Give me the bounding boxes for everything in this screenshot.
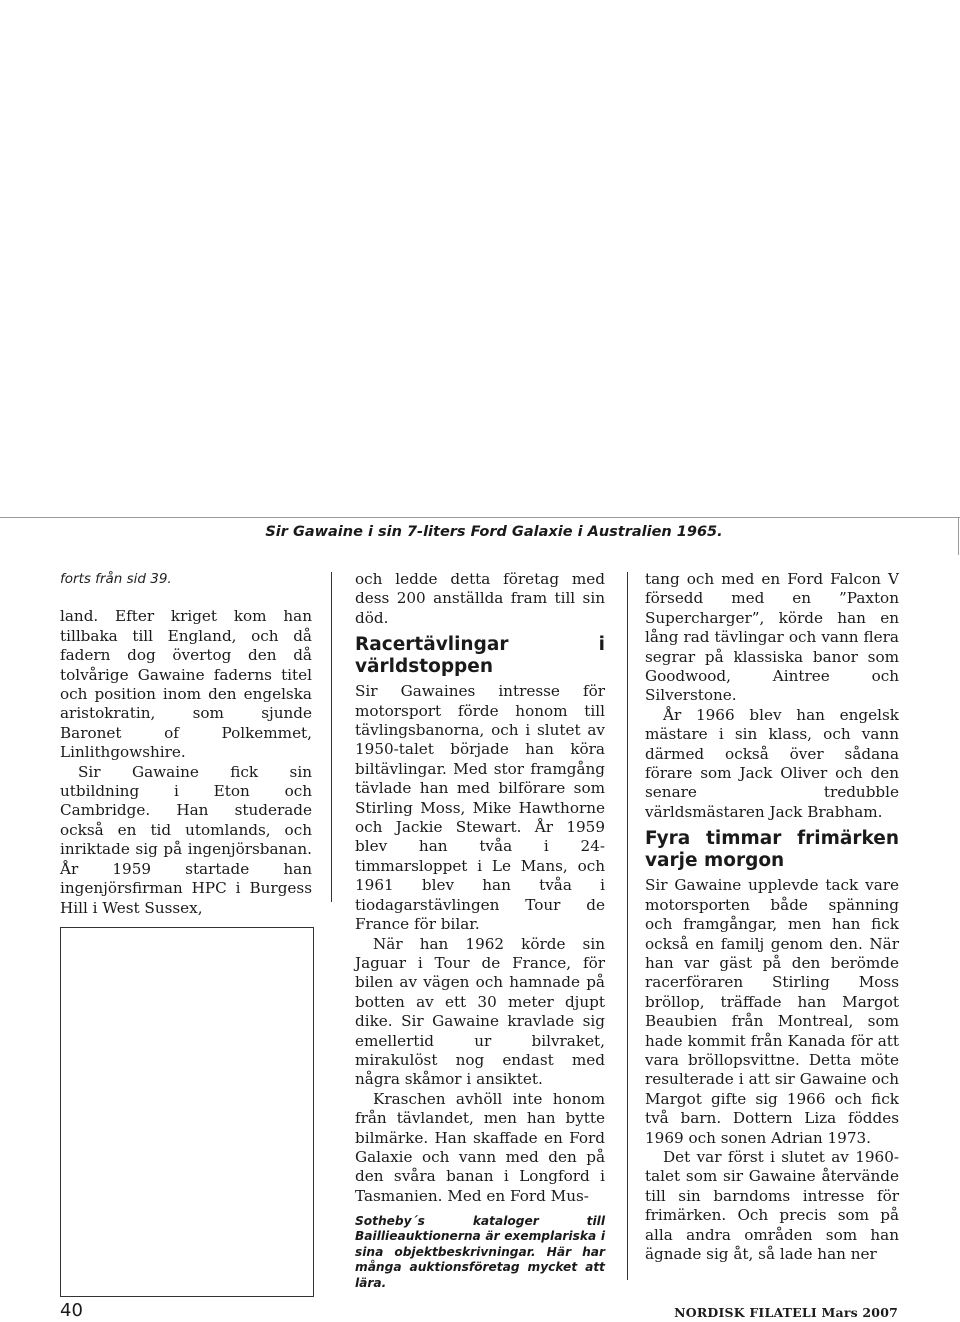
magazine-footer: NORDISK FILATELI Mars 2007 <box>674 1305 898 1320</box>
continuation-note: forts från sid 39. <box>60 571 172 587</box>
body-paragraph: Det var först i slutet av 1960-talet som sir Gawaine återvände till sin barndoms intresse för frimärken. Och precis som på alla andra områden som han ägnade sig åt, så lade han ner <box>645 1147 899 1263</box>
body-paragraph: Sir Gawaine upplevde tack vare motorsporten både spänning och framgångar, men han fick också en familj genom den. När han var gäst på den berömde racerföraren Stirling Moss bröllop, träffade han Margot Beaubien från Montreal, som hade kommit från Kanada för att vara bröllopsvittne. Detta möte resulterade i att sir Gawaine och Margot gifte sig 1966 och fick två barn. Dottern Liza föddes 1969 och sonen Adrian 1973. <box>645 876 899 1147</box>
photo-caption: Sotheby´s kataloger till Baillieauktionerna är exemplariska i sina objektbeskrivningar. Här har många auktionsföretag mycket att lära. <box>355 1214 605 1290</box>
column-1 <box>60 570 312 918</box>
body-paragraph: land. Efter kriget kom han tillbaka till England, och då fadern dog övertog den då tolvårige Gawaine faderns titel och position inom den engelska aristokratin, som sjunde Baronet of Polkemmet, Linlithgowshire. <box>60 607 312 762</box>
column-rule <box>331 572 332 902</box>
column-rule <box>627 572 628 1280</box>
body-paragraph: År 1966 blev han engelsk mästare i sin klass, och vann därmed också över sådana förare som Jack Oliver och den senare tredubble världsmästaren Jack Brabham. <box>645 705 899 821</box>
body-paragraph: Sir Gawaines intresse för motorsport förde honom till tävlingsbanorna, och i slutet av 1950-talet började han köra biltävlingar. Med stor framgång tävlade han med bilförare som Stirling Moss, Mike Hawthorne och Jackie Stewart. År 1959 blev han tvåa i 24-timmarsloppet i Le Mans, och 1961 blev han tvåa i tiodagarstävlingen Tour de France för bilar. <box>355 682 605 934</box>
body-paragraph: tang och med en Ford Falcon V försedd med en ”Paxton Supercharger”, körde han en lång rad tävlingar och vann flera segrar på klassiska banor som Goodwood, Aintree och Silverstone. <box>645 570 899 705</box>
body-paragraph: och ledde detta företag med dess 200 anställda fram till sin död. <box>355 570 605 627</box>
top-photo-area <box>0 0 960 517</box>
column-2 <box>355 570 605 1206</box>
top-photo-caption: Sir Gawaine i sin 7-liters Ford Galaxie i Australien 1965. <box>265 524 723 540</box>
section-heading: Fyra timmar frimärken varje morgon <box>645 828 899 872</box>
body-paragraph: Sir Gawaine fick sin utbildning i Eton och Cambridge. Han studerade också en tid utomlands, och inriktade sig på ingenjörsbanan. År 1959 startade han ingenjörsfirman HPC i Burgess Hill i West Sussex, <box>60 762 312 917</box>
photo-frame <box>60 927 314 1297</box>
body-paragraph: Kraschen avhöll inte honom från tävlandet, men han bytte bilmärke. Han skaffade en Ford Galaxie och vann med den på den svåra banan i Longford i Tasmanien. Med en Ford Mus- <box>355 1089 605 1205</box>
section-heading: Racertävlingar i världstoppen <box>355 634 605 678</box>
photo-bottom-border <box>0 517 960 518</box>
body-paragraph: När han 1962 körde sin Jaguar i Tour de France, för bilen av vägen och hamnade på botten av ett 30 meter djupt dike. Sir Gawaine kravlade sig emellertid ur bilvraket, mirakulöst nog endast med några skåmor i ansiktet. <box>355 934 605 1089</box>
column-3 <box>645 570 899 1264</box>
photo-right-edge <box>958 517 959 555</box>
page-number: 40 <box>60 1300 83 1321</box>
